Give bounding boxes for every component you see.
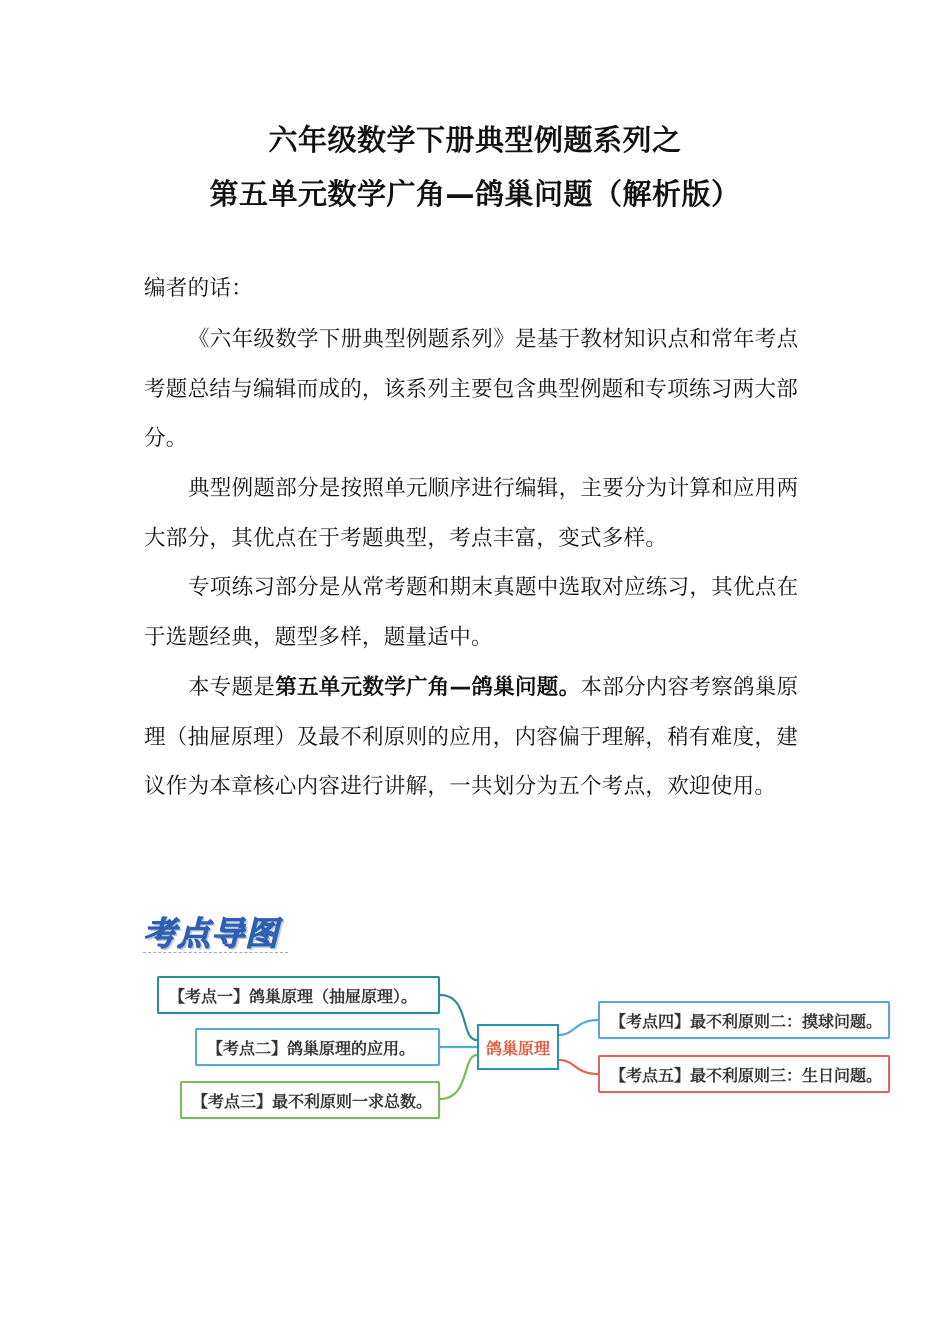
intro-paragraph-3: 专项练习部分是从常考题和期末真题中选取对应练习，其优点在于选题经典，题型多样，题量适中。 bbox=[144, 575, 799, 650]
section-title-underline bbox=[143, 952, 288, 953]
connector-node5 bbox=[559, 1060, 598, 1074]
node-5-label: 【考点五】最不利原则三：生日问题。 bbox=[610, 1065, 883, 1085]
mindmap-node-kaodian-3 bbox=[180, 1081, 440, 1119]
document-title-line1: 六年级数学下册典型例题系列之 bbox=[268, 123, 682, 157]
mindmap-node-kaodian-2 bbox=[195, 1028, 440, 1066]
intro-paragraph-4 bbox=[144, 663, 799, 812]
editor-note-label: 编者的话： bbox=[144, 276, 254, 301]
document-title-line2: 第五单元数学广角—鸽巢问题（解析版） bbox=[209, 177, 741, 211]
intro-paragraph-1: 《六年级数学下册典型例题系列》是基于教材知识点和常年考点考题总结与编辑而成的，该系列主要包含典型例题和专项练习两大部分。 bbox=[144, 327, 799, 452]
connector-node1 bbox=[440, 995, 477, 1040]
section-title: 考点导图 bbox=[143, 914, 279, 953]
mindmap-center-node: 鸽巢原理 bbox=[477, 1024, 559, 1070]
node-2-label: 【考点二】鸽巢原理的应用。 bbox=[207, 1038, 416, 1058]
p4-suffix: 本部分内容考察鸽巢原理（抽屉原理）及最不利原则的应用，内容偏于理解，稍有难度，建议作为本章核心内容进行讲解，一共划分为五个考点，欢迎使用。 bbox=[144, 675, 799, 800]
p4-topic: 第五单元数学广角—鸽巢问题。 bbox=[275, 675, 581, 700]
mindmap-node-kaodian-1 bbox=[157, 976, 440, 1014]
p4-prefix: 本专题是 bbox=[188, 675, 276, 700]
mindmap-node-kaodian-5 bbox=[598, 1055, 890, 1093]
connector-node4 bbox=[559, 1020, 598, 1035]
node-4-label: 【考点四】最不利原则二：摸球问题。 bbox=[610, 1011, 883, 1031]
intro-paragraph-2: 典型例题部分是按照单元顺序进行编辑，主要分为计算和应用两大部分，其优点在于考题典型，考点丰富，变式多样。 bbox=[144, 476, 799, 551]
node-3-label: 【考点三】最不利原则一求总数。 bbox=[192, 1091, 433, 1111]
connector-node3 bbox=[440, 1055, 477, 1099]
mindmap-node-kaodian-4 bbox=[598, 1001, 890, 1039]
node-1-label: 【考点一】鸽巢原理（抽屉原理）。 bbox=[169, 986, 418, 1006]
